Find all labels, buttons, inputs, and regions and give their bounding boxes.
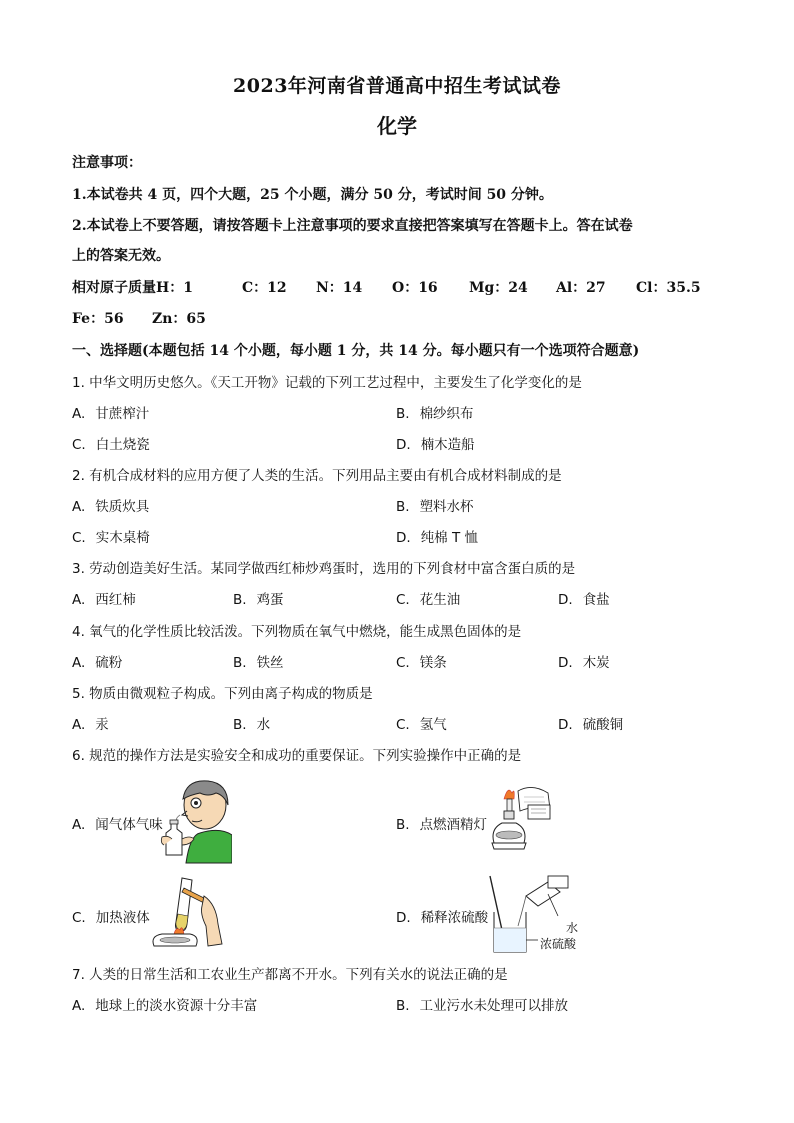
option-label: D. [558,717,573,733]
notice-item-2-line-1: 2.本试卷上不要答题，请按答题卡上注意事项的要求直接把答案填写在答题卡上。答在试卷 [72,218,633,234]
exam-title: 2023年河南省普通高中招生考试试卷 [233,75,561,97]
heating-liquid-figure [146,874,226,950]
option-text: 食盐 [582,592,610,608]
notice-item-2-line-2: 上的答案无效。 [72,248,170,264]
alcohol-lamp-figure [488,783,560,855]
atomic-mass-label-text: 相对原子质量 [72,280,156,296]
question-4-option-d [558,651,610,671]
atomic-mass-mg: Mg：24 [469,280,528,296]
section-1-heading: 一、选择题(本题包括 14 个小题，每小题 1 分，共 14 分。每小题只有一个选项符合题意) [72,343,640,359]
option-text: 棉纱织布 [419,406,474,422]
question-5-option-c [396,713,447,733]
option-text: 鸡蛋 [256,592,284,608]
option-label: A. [72,592,86,608]
option-label: A. [72,817,86,833]
option-text: 硫粉 [95,655,123,671]
question-6-option-a [72,813,163,833]
option-label: C. [396,592,410,608]
atomic-mass-label [72,277,193,297]
question-6-option-b [396,813,487,833]
atomic-mass-o: O：16 [392,280,438,296]
option-label: A. [72,655,86,671]
question-5-option-b [233,713,270,733]
option-label: A. [72,998,86,1014]
option-label: B. [233,717,247,733]
question-4-option-b [233,651,284,671]
option-text: 氢气 [419,717,447,733]
option-text: 闻气体气味 [95,817,163,833]
question-5-option-a [72,713,109,733]
option-label: D. [396,530,411,546]
question-6-option-d [396,906,488,926]
option-text: 稀释浓硫酸 [420,910,489,926]
question-6-stem: 6. 规范的操作方法是实验安全和成功的重要保证。下列实验操作中正确的是 [72,748,522,764]
question-3-stem: 3. 劳动创造美好生活。某同学做西红柿炒鸡蛋时，选用的下列食材中富含蛋白质的是 [72,561,576,577]
option-text: 硫酸铜 [582,717,624,733]
atomic-mass-fe: Fe：56 [72,311,124,327]
atomic-mass-zn: Zn：65 [152,311,206,327]
notice-item-1: 1.本试卷共 4 页，四个大题，25 个小题，满分 50 分，考试时间 50 分钟。 [72,187,553,203]
atomic-mass-c: C：12 [242,280,287,296]
option-text: 点燃酒精灯 [419,817,488,833]
exam-subject: 化学 [377,114,417,138]
figure-label-water: 水 [566,921,579,935]
option-label: B. [396,998,410,1014]
option-label: B. [233,592,247,608]
option-label: B. [233,655,247,671]
option-text: 镁条 [419,655,447,671]
option-label: C. [72,530,86,546]
option-label: B. [396,499,410,515]
option-text: 汞 [95,717,109,733]
option-text: 加热液体 [95,910,150,926]
option-text: 楠木造船 [420,437,475,453]
option-text: 西红柿 [95,592,136,608]
option-text: 纯棉 T 恤 [420,530,479,546]
option-label: B. [396,817,410,833]
option-label: C. [72,437,86,453]
option-text: 工业污水未处理可以排放 [419,998,569,1014]
option-text: 水 [256,717,271,733]
question-3-option-b [233,588,284,608]
question-2-stem: 2. 有机合成材料的应用方便了人类的生活。下列用品主要由有机合成材料制成的是 [72,468,562,484]
question-1-option-b [396,402,474,422]
atomic-mass-al: Al：27 [556,280,606,296]
option-label: D. [558,655,573,671]
question-7-option-b [396,994,568,1014]
smell-gas-figure [160,775,232,865]
option-text: 地球上的淡水资源十分丰富 [95,998,258,1014]
option-text: 花生油 [419,592,461,608]
question-4-stem: 4. 氧气的化学性质比较活泼。下列物质在氧气中燃烧，能生成黑色固体的是 [72,624,522,640]
atomic-mass-cl: Cl：35.5 [636,280,701,296]
question-5-stem: 5. 物质由微观粒子构成。下列由离子构成的物质是 [72,686,373,702]
question-2-option-a [72,495,149,515]
option-label: D. [396,910,411,926]
option-text: 铁丝 [256,655,284,671]
option-text: 木炭 [582,655,610,671]
option-label: A. [72,499,86,515]
option-label: C. [396,717,410,733]
option-text: 实木桌椅 [95,530,150,546]
question-4-option-a [72,651,122,671]
option-label: D. [558,592,573,608]
question-4-option-c [396,651,447,671]
question-7-stem: 7. 人类的日常生活和工农业生产都离不开水。下列有关水的说法正确的是 [72,967,508,983]
question-2-option-d [396,526,478,546]
question-2-option-c [72,526,150,546]
question-6-option-c [72,906,150,926]
atomic-mass-h: H：1 [156,280,193,296]
question-3-option-c [396,588,460,608]
option-label: C. [72,910,86,926]
option-label: A. [72,717,86,733]
option-label: A. [72,406,86,422]
question-1-option-a [72,402,149,422]
question-1-option-d [396,433,475,453]
question-7-option-a [72,994,257,1014]
option-label: D. [396,437,411,453]
notice-heading: 注意事项： [72,155,142,171]
question-2-option-b [396,495,474,515]
question-3-option-a [72,588,136,608]
option-text: 白土烧瓷 [95,437,150,453]
option-text: 塑料水杯 [419,499,474,515]
figure-label-acid: 浓硫酸 [540,937,577,951]
question-3-option-d [558,588,610,608]
option-label: B. [396,406,410,422]
question-1-option-c [72,433,150,453]
question-5-option-d [558,713,623,733]
option-label: C. [396,655,410,671]
option-text: 铁质炊具 [95,499,150,515]
question-1-stem: 1. 中华文明历史悠久。《天工开物》记载的下列工艺过程中，主要发生了化学变化的是 [72,375,582,391]
atomic-mass-n: N：14 [316,280,363,296]
option-text: 甘蔗榨汁 [95,406,150,422]
